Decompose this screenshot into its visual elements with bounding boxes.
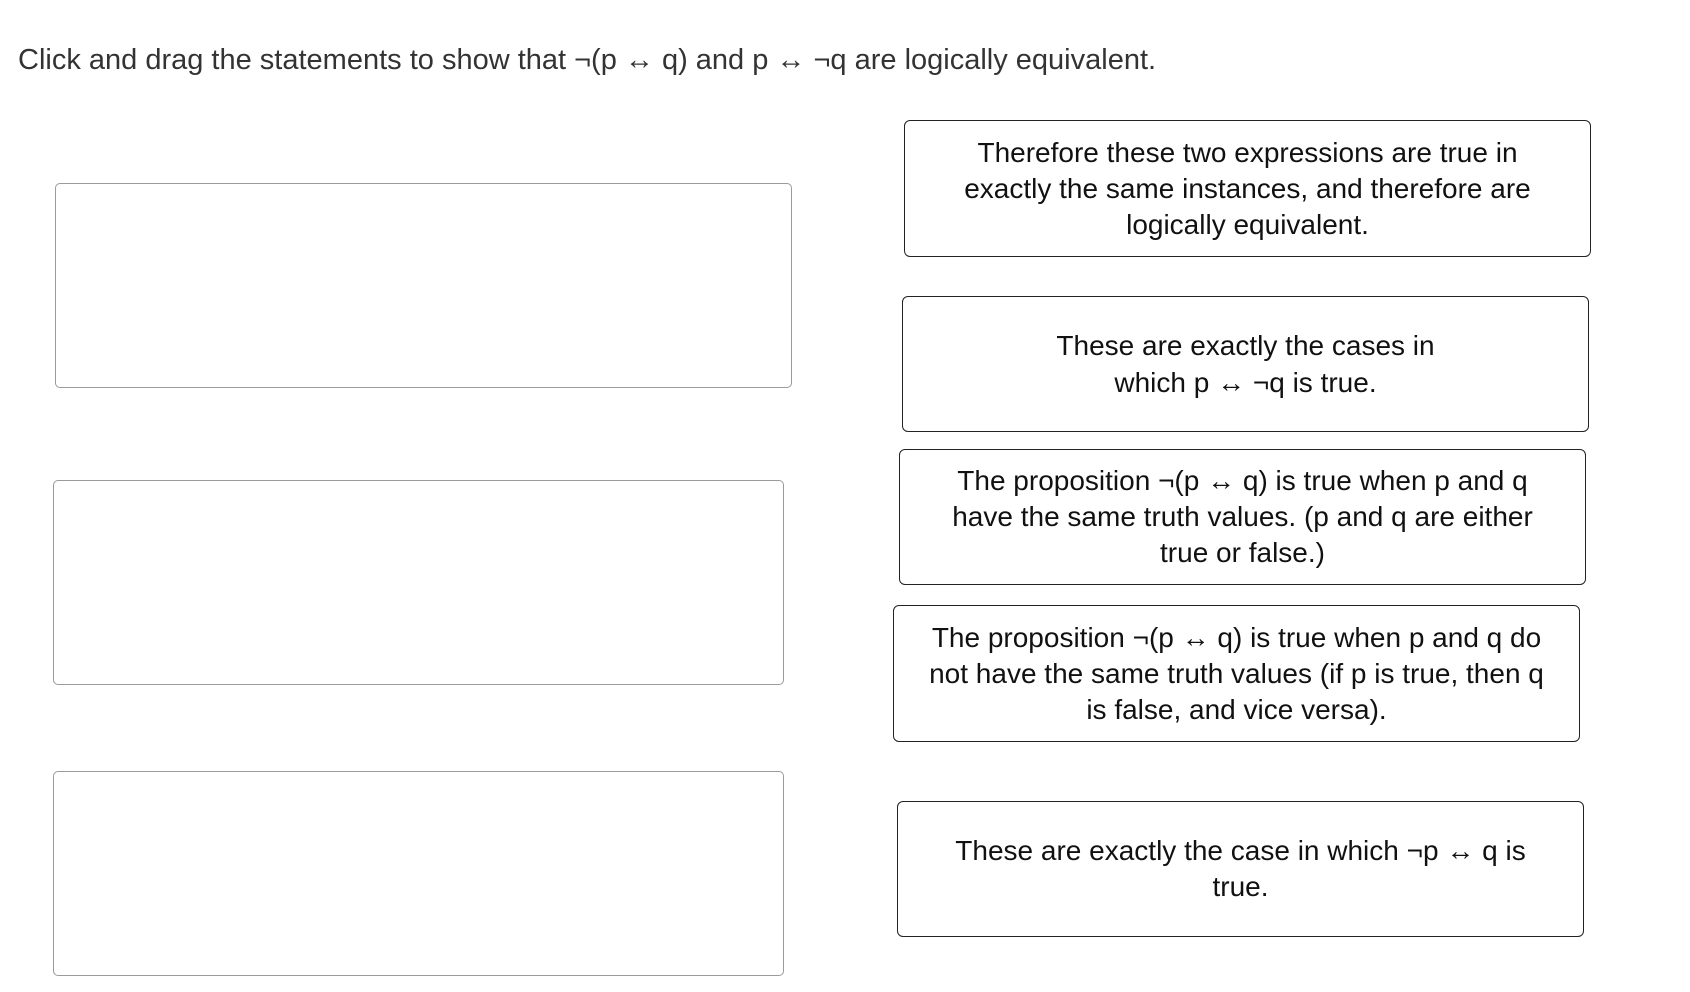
statement-card-4[interactable]	[893, 605, 1580, 742]
statement-card-1[interactable]	[904, 120, 1591, 257]
instruction-text: Click and drag the statements to show that ¬(p ↔ q) and p ↔ ¬q are logically equivalent.	[18, 44, 1157, 76]
statement-card-2-text: These are exactly the cases in which p ↔ ¬q is true.	[1056, 330, 1435, 398]
drop-zone-1[interactable]	[55, 183, 792, 388]
drop-zone-2[interactable]	[53, 480, 784, 685]
statement-card-2[interactable]	[902, 296, 1589, 432]
statement-card-3-text: The proposition ¬(p ↔ q) is true when p and q have the same truth values. (p and q are either true or false.)	[952, 465, 1533, 568]
drop-zone-3[interactable]	[53, 771, 784, 976]
statement-card-3[interactable]	[899, 449, 1586, 585]
statement-card-1-text: Therefore these two expressions are true in exactly the same instances, and therefore are logically equivalent.	[964, 136, 1531, 240]
statement-card-5[interactable]	[897, 801, 1584, 937]
statement-card-4-text: The proposition ¬(p ↔ q) is true when p and q do not have the same truth values (if p is true, then q is false, and vice versa).	[929, 621, 1544, 725]
statement-card-5-text: These are exactly the case in which ¬p ↔ q is true.	[955, 835, 1526, 902]
